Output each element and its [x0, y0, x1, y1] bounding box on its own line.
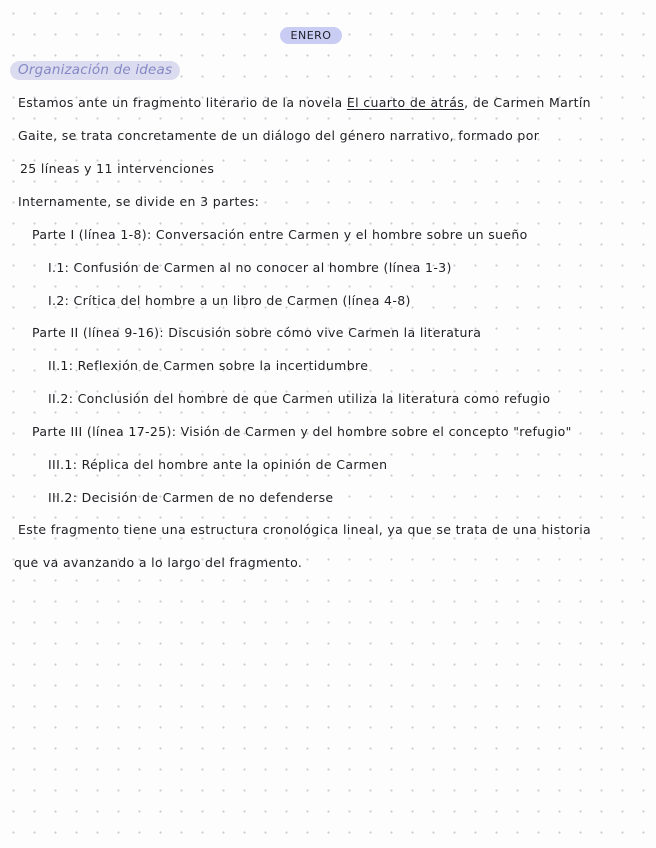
part-3-2-item: III.2: Decisión de Carmen de no defenderse [48, 490, 334, 505]
intro-line-1-start: Estamos ante un fragmento literario de la novela [18, 95, 347, 110]
part-2-2-item: II.2: Conclusión del hombre de que Carmen utiliza la literatura como refugio [48, 391, 551, 406]
part-2-1-item: II.1: Reflexión de Carmen sobre la incertidumbre [48, 358, 369, 373]
section-title: Organización de ideas [10, 61, 180, 80]
intro-line-1 [18, 95, 591, 111]
part-1-heading: Parte I (línea 1-8): Conversación entre Carmen y el hombre sobre un sueño [32, 227, 528, 242]
part-1-1-item: I.1: Confusión de Carmen al no conocer al hombre (línea 1-3) [48, 260, 452, 275]
intro-line-3: 25 líneas y 11 intervenciones [20, 161, 215, 176]
intro-line-2: Gaite, se trata concretamente de un diálogo del género narrativo, formado por [18, 128, 540, 143]
part-2-heading: Parte II (línea 9-16): Discusión sobre cómo vive Carmen la literatura [32, 325, 482, 340]
intro-line-1-end: , de Carmen Martín [464, 95, 591, 110]
month-label: ENERO [280, 27, 342, 44]
part-1-2-item: I.2: Crítica del hombre a un libro de Carmen (línea 4-8) [48, 293, 411, 308]
conclusion-line-1: Este fragmento tiene una estructura cronológica lineal, ya que se trata de una historia [18, 522, 592, 537]
novel-title: El cuarto de atrás [346, 95, 465, 110]
conclusion-line-2: que va avanzando a lo largo del fragmento. [14, 555, 303, 570]
part-3-1-item: III.1: Réplica del hombre ante la opinión de Carmen [48, 457, 388, 472]
part-3-heading: Parte III (línea 17-25): Visión de Carmen y del hombre sobre el concepto "refugio" [32, 424, 572, 439]
division-intro: Internamente, se divide en 3 partes: [18, 194, 260, 209]
